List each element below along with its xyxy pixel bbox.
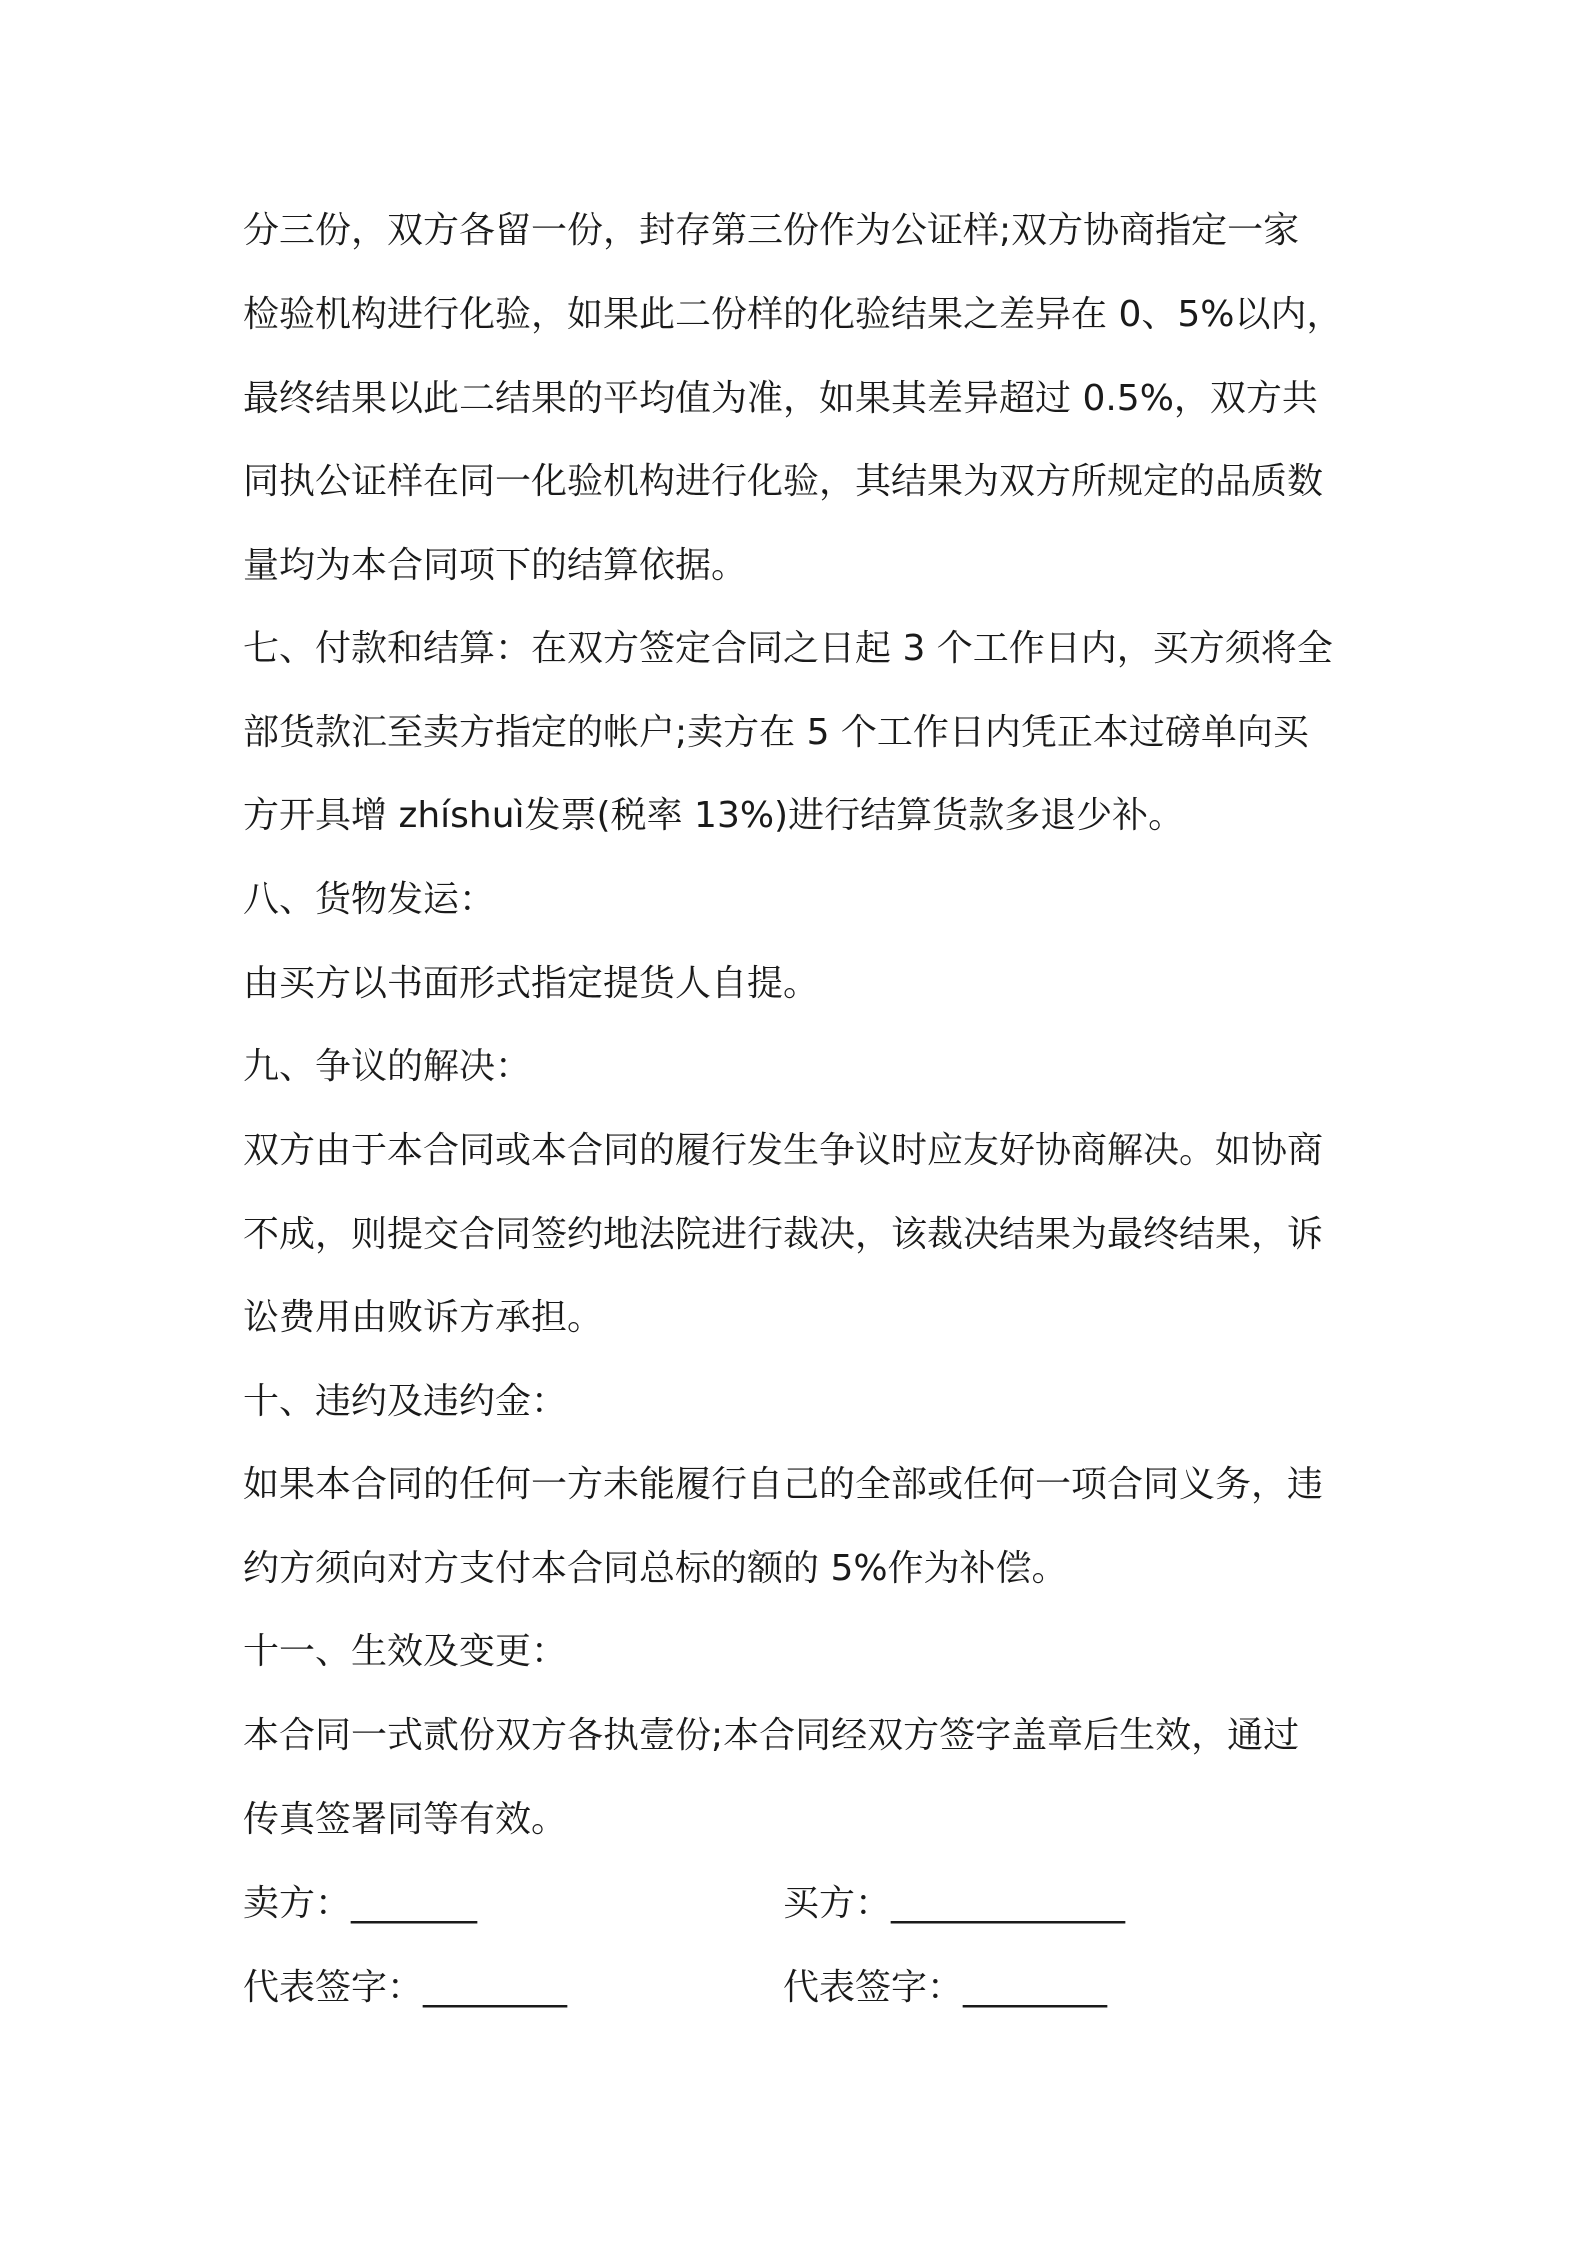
section-heading-payment: 七、付款和结算：在双方签定合同之日起 3 个工作日内，买方须将全 (243, 628, 1333, 669)
body-line: 约方须向对方支付本合同总标的额的 5%作为补偿。 (243, 1548, 1068, 1589)
seller-rep-signature-field: 代表签字：________ (243, 1967, 568, 2008)
body-line: 检验机构进行化验，如果此二份样的化验结果之差异在 0、5%以内， (243, 294, 1343, 335)
body-line: 讼费用由败诉方承担。 (243, 1297, 604, 1338)
body-line: 量均为本合同项下的结算依据。 (243, 545, 748, 586)
body-line: 本合同一式贰份双方各执壹份;本合同经双方签字盖章后生效，通过 (243, 1715, 1300, 1756)
body-line: 最终结果以此二结果的平均值为准，如果其差异超过 0.5%，双方共 (243, 378, 1318, 419)
section-heading-shipping: 八、货物发运： (243, 879, 496, 920)
section-heading-breach: 十、违约及违约金： (243, 1381, 568, 1422)
body-line: 传真签署同等有效。 (243, 1799, 568, 1840)
section-heading-effect: 十一、生效及变更： (243, 1631, 568, 1672)
body-line: 由买方以书面形式指定提货人自提。 (243, 963, 820, 1004)
body-line: 分三份，双方各留一份，封存第三份作为公证样;双方协商指定一家 (243, 210, 1300, 251)
body-line: 不成，则提交合同签约地法院进行裁决，该裁决结果为最终结果，诉 (243, 1214, 1324, 1255)
seller-signature-field: 卖方：_______ (243, 1883, 478, 1924)
section-heading-dispute: 九、争议的解决： (243, 1046, 532, 1087)
buyer-signature-field: 买方：_____________ (783, 1883, 1126, 1924)
body-line: 双方由于本合同或本合同的履行发生争议时应友好协商解决。如协商 (243, 1130, 1324, 1171)
body-line: 方开具增 zhíshuì发票(税率 13%)进行结算货款多退少补。 (243, 795, 1185, 836)
body-line: 部货款汇至卖方指定的帐户;卖方在 5 个工作日内凭正本过磅单向买 (243, 712, 1309, 753)
body-line: 同执公证样在同一化验机构进行化验，其结果为双方所规定的品质数 (243, 461, 1324, 502)
body-line: 如果本合同的任何一方未能履行自己的全部或任何一项合同义务，违 (243, 1464, 1324, 1505)
buyer-rep-signature-field: 代表签字：________ (783, 1967, 1108, 2008)
